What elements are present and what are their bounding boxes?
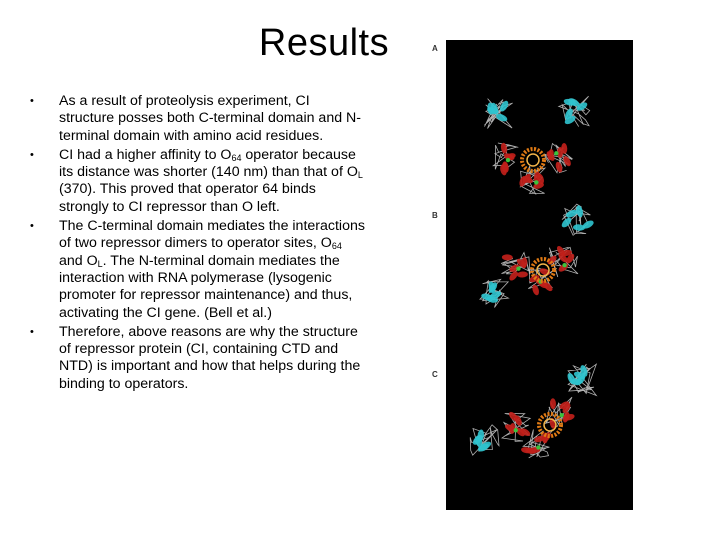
- bullet-text-run: operator because its distance was shorter (140 nm) than that of O: [59, 146, 358, 181]
- bullet-text-run: . The N-terminal domain mediates the interaction with RNA polymerase (lysogenic promoter for repressor maintenance) and thus, activating the CI gene. (Bell et al.): [59, 252, 353, 321]
- ctd-accent: [562, 263, 566, 267]
- subscript: L: [97, 258, 103, 269]
- ctd-accent: [506, 158, 510, 162]
- bullet-marker: •: [30, 220, 34, 233]
- ctd-accent: [516, 266, 520, 270]
- ctd-accent: [536, 445, 540, 449]
- subscript: 64: [331, 241, 342, 252]
- protein-structure-image: [446, 40, 633, 510]
- bullet-marker: •: [30, 95, 34, 107]
- panel-label-b: B: [432, 211, 438, 220]
- bullet-item: [30, 324, 368, 393]
- bullet-item: [30, 93, 368, 145]
- bullet-text-run: and O: [59, 252, 98, 269]
- bullet-text: [59, 324, 360, 392]
- bullet-text: [59, 218, 365, 320]
- bullet-text-run: (370). This proved that operator 64 binds strongly to CI repressor than O left.: [59, 181, 316, 215]
- bullet-text-run: The C-terminal domain mediates the interactions of two repressor dimers to operator sites, O: [59, 218, 365, 252]
- bullet-text-run: Therefore, above reasons are why the structure of repressor protein (CI, containing CTD and NTD) is important and how that helps during the binding to operators.: [59, 323, 361, 392]
- subscript: 64: [231, 152, 242, 163]
- ctd-accent: [514, 428, 518, 432]
- bullet-text: [59, 93, 361, 144]
- bullet-text-run: As a result of proteolysis experiment, CI structure posses both C-terminal domain and N-terminal domain with amino acid residues.: [59, 93, 362, 144]
- bullet-marker: •: [30, 148, 34, 161]
- ctd-accent: [560, 413, 564, 417]
- panel-label-c: C: [432, 370, 438, 379]
- bullet-marker: •: [30, 325, 34, 338]
- bullet-text-run: CI had a higher affinity to O: [59, 146, 232, 163]
- bullet-list: [30, 93, 368, 395]
- panel-label-a: A: [432, 44, 438, 53]
- subscript: L: [357, 170, 363, 181]
- bullet-item: [30, 218, 368, 322]
- bullet-text: [59, 147, 363, 215]
- bullet-item: [30, 147, 368, 216]
- ctd-accent: [554, 151, 558, 155]
- protein-structure-figure: [446, 40, 633, 510]
- ctd-accent: [534, 180, 538, 184]
- slide-title: Results: [258, 22, 390, 64]
